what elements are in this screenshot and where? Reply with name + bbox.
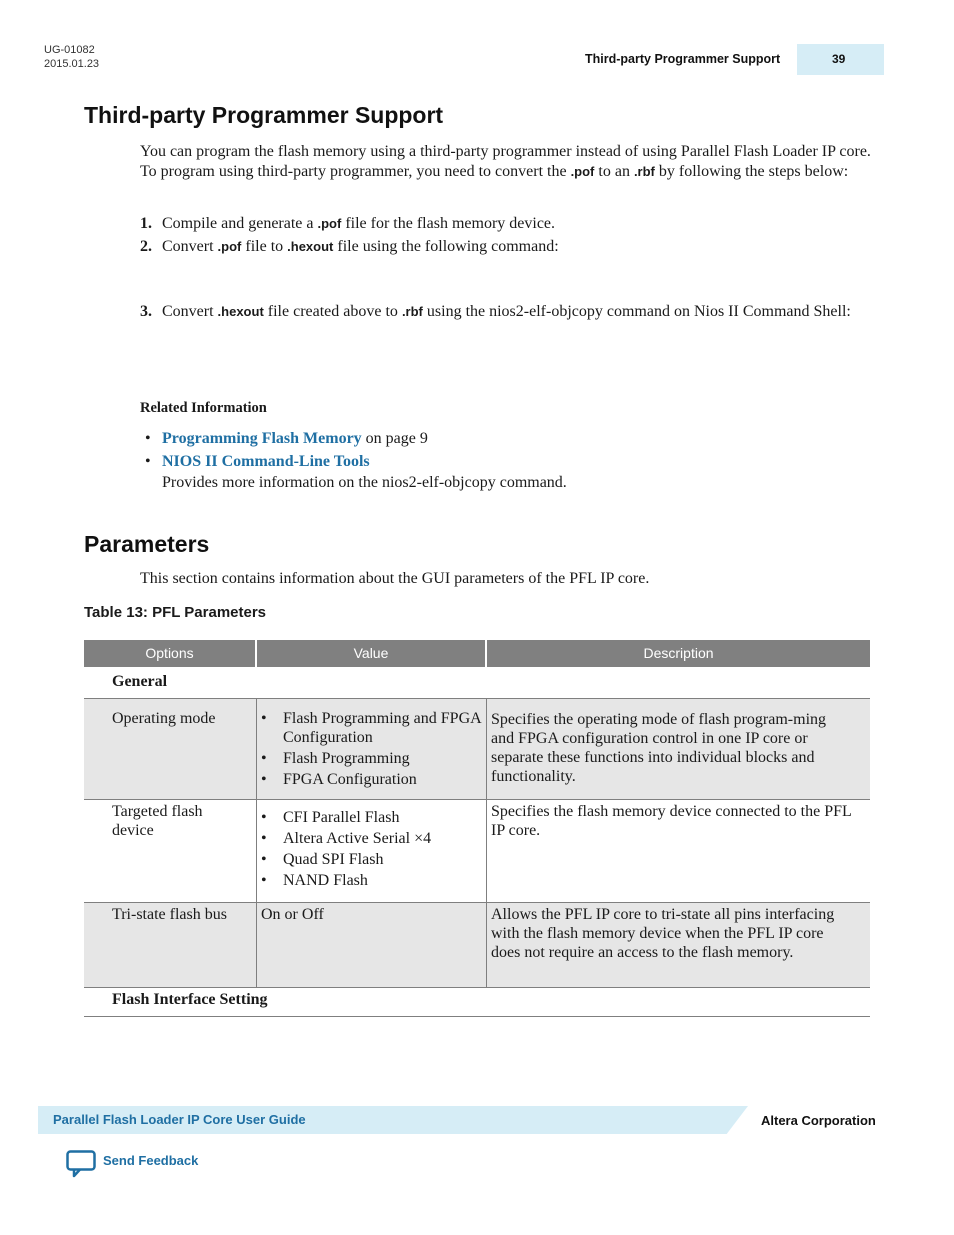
step-keyword: .hexout xyxy=(217,304,264,319)
intro-paragraph xyxy=(140,142,875,182)
running-header-title: Third-party Programmer Support xyxy=(585,52,781,66)
table-row xyxy=(84,699,870,799)
step-text: using the nios2-elf-objcopy command on Nios II Command Shell: xyxy=(422,303,851,320)
description-cell: Allows the PFL IP core to tri-state all pins interfacing with the flash memory device when the PFL IP core does not require an access to the flash memory. xyxy=(491,906,835,961)
table-row xyxy=(84,903,870,987)
step-keyword: .hexout xyxy=(287,239,334,254)
footer-company: Altera Corporation xyxy=(761,1113,876,1128)
section-heading-parameters: Parameters xyxy=(84,531,210,557)
option-cell: Operating mode xyxy=(112,710,216,727)
option-cell: Targeted flash device xyxy=(112,803,203,839)
step-text: file using the following command: xyxy=(333,238,559,255)
list-item: • CFI Parallel Flash xyxy=(261,809,400,826)
list-item: • FPGA Configuration xyxy=(261,771,417,788)
step-number: 1. xyxy=(140,215,152,232)
document-id: UG-01082 xyxy=(44,44,95,56)
column-divider xyxy=(486,699,487,987)
related-item-2-note: Provides more information on the nios2-elf-objcopy command. xyxy=(162,474,567,491)
group-label-flash-interface: Flash Interface Setting xyxy=(112,991,268,1008)
description-cell: Specifies the flash memory device connected to the PFL IP core. xyxy=(491,803,852,839)
intro-text-2: to an xyxy=(594,163,634,180)
step-keyword: .rbf xyxy=(401,304,423,319)
intro-text-1: You can program the flash memory using a third-party programmer instead of using Parallel Flash Loader IP core. To program using third-party programmer, you need to convert the xyxy=(140,143,871,180)
feedback-speech-bubble-icon[interactable] xyxy=(66,1150,96,1178)
step-keyword: .pof xyxy=(217,239,242,254)
list-item: • Flash Programming and FPGA Configuration xyxy=(261,710,481,746)
table-row xyxy=(84,800,870,902)
pof-keyword: .pof xyxy=(570,164,595,179)
step-text: Convert xyxy=(162,303,218,320)
step-keyword: .pof xyxy=(317,216,342,231)
step-text: file to xyxy=(241,238,288,255)
column-divider xyxy=(486,640,487,667)
related-information-heading: Related Information xyxy=(140,400,267,416)
parameters-intro: This section contains information about the GUI parameters of the PFL IP core. xyxy=(140,570,650,587)
step-number: 3. xyxy=(140,303,152,320)
list-item: • Altera Active Serial ×4 xyxy=(261,830,432,847)
step-text: Compile and generate a xyxy=(162,215,318,232)
column-divider xyxy=(256,640,257,667)
list-item: • Quad SPI Flash xyxy=(261,851,384,868)
rbf-keyword: .rbf xyxy=(633,164,655,179)
column-header-value: Value xyxy=(257,640,485,667)
option-cell: Tri-state flash bus xyxy=(112,906,227,923)
list-item: • Flash Programming xyxy=(261,750,410,767)
column-divider xyxy=(256,699,257,987)
list-item: • NAND Flash xyxy=(261,872,368,889)
related-suffix: on page 9 xyxy=(361,430,428,447)
step-text: file for the flash memory device. xyxy=(341,215,556,232)
bullet-icon: • xyxy=(145,430,151,447)
value-list xyxy=(261,808,431,892)
programming-flash-memory-link[interactable]: Programming Flash Memory xyxy=(162,430,362,447)
row-divider xyxy=(84,987,870,988)
footer-guide-title[interactable]: Parallel Flash Loader IP Core User Guide xyxy=(53,1112,306,1127)
document-date: 2015.01.23 xyxy=(44,58,100,70)
table-caption: Table 13: PFL Parameters xyxy=(84,604,267,621)
nios-command-line-tools-link[interactable]: NIOS II Command-Line Tools xyxy=(162,453,370,470)
step-text: file created above to xyxy=(263,303,402,320)
value-cell: On or Off xyxy=(261,906,324,923)
document-id-block xyxy=(44,43,99,71)
group-label-general: General xyxy=(112,673,168,690)
value-list xyxy=(261,709,483,791)
send-feedback-link[interactable]: Send Feedback xyxy=(103,1153,199,1168)
section-heading-third-party: Third-party Programmer Support xyxy=(84,102,444,128)
step-number: 2. xyxy=(140,238,152,255)
page-number: 39 xyxy=(832,52,846,66)
step-text: Convert xyxy=(162,238,218,255)
description-cell: Specifies the operating mode of flash program-ming and FPGA configuration control in one IP core or separate these functions into individual blocks and functionality. xyxy=(491,711,827,785)
bullet-icon: • xyxy=(145,453,151,470)
column-header-options: Options xyxy=(84,640,255,667)
table-bottom-border xyxy=(84,1016,870,1017)
intro-text-3: by following the steps below: xyxy=(654,163,849,180)
column-header-description: Description xyxy=(487,640,870,667)
